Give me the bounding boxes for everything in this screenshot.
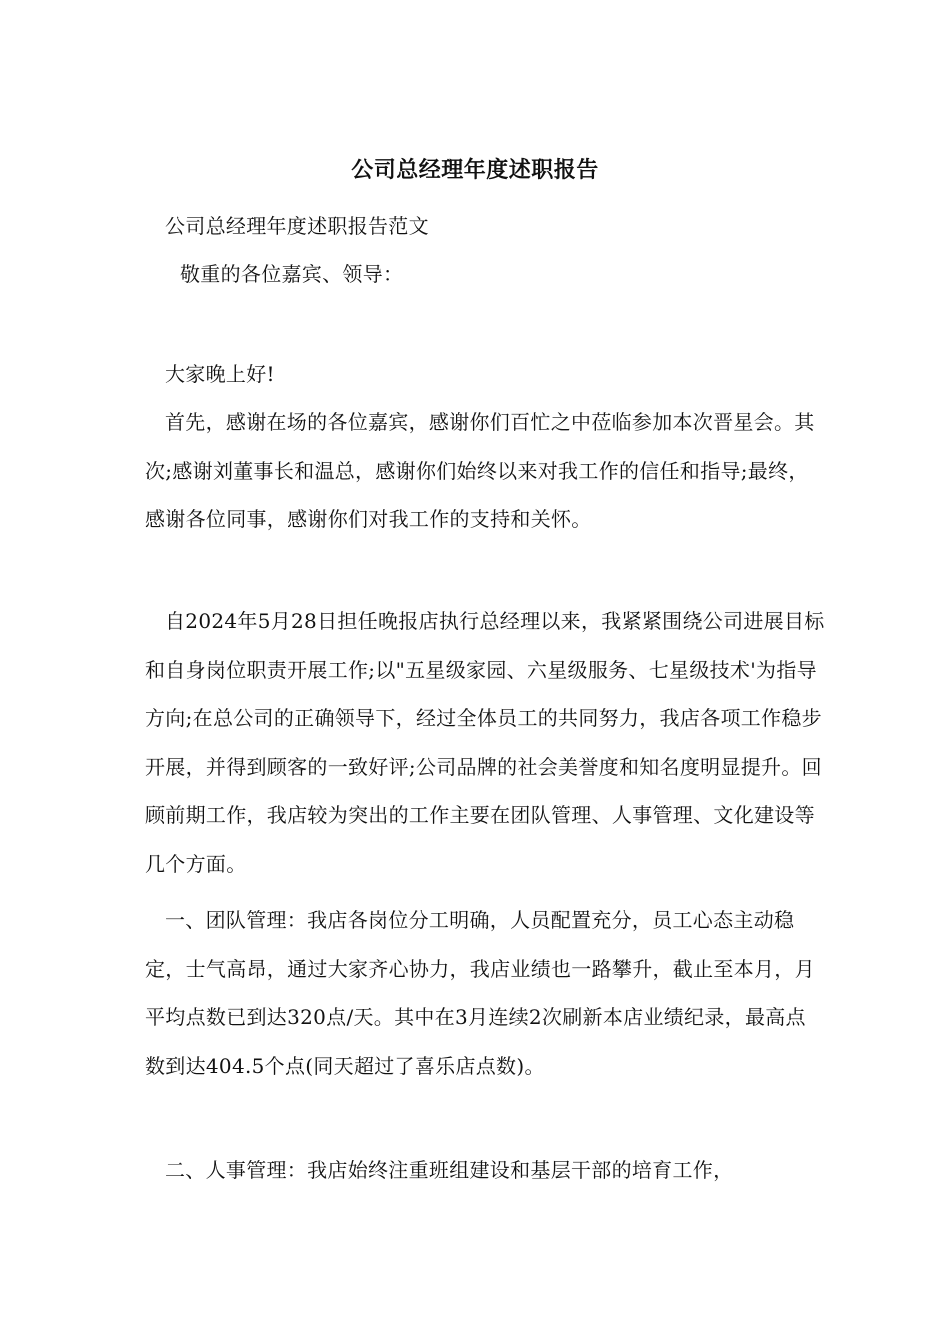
paragraph-team-management: 一、团队管理：我店各岗位分工明确，人员配置充分，员工心态主动稳定，士气高昂，通过大家齐心协力，我店业绩也一路攀升，截止至本月，月平均点数已到达320点/天。其中在3月连续2次刷新本店业绩纪录，最高点数到达404.5个点(同天超过了喜乐店点数)。 <box>145 908 815 1078</box>
document-title: 公司总经理年度述职报告 <box>351 157 599 183</box>
paragraph-personnel-management: 二、人事管理：我店始终注重班组建设和基层干部的培育工作， <box>165 1158 734 1182</box>
document-subtitle: 公司总经理年度述职报告范文 <box>165 214 429 238</box>
paragraph-thanks: 首先，感谢在场的各位嘉宾，感谢你们百忙之中莅临参加本次晋星会。其次;感谢刘董事长和温总，感谢你们始终以来对我工作的信任和指导;最终，感谢各位同事，感谢你们对我工作的支持和关怀。 <box>145 410 815 531</box>
paragraph-intro: 自2024年5月28日担任晚报店执行总经理以来，我紧紧围绕公司进展目标和自身岗位职责开展工作;以"五星级家园、六星级服务、七星级技术'为指导方向;在总公司的正确领导下，经过全体员工的共同努力，我店各项工作稳步开展，并得到顾客的一致好评;公司品牌的社会美誉度和知名度明显提升。回顾前期工作，我店较为突出的工作主要在团队管理、人事管理、文化建设等几个方面。 <box>145 609 825 876</box>
greeting: 大家晚上好! <box>165 362 275 386</box>
salutation: 敬重的各位嘉宾、领导： <box>180 262 404 286</box>
